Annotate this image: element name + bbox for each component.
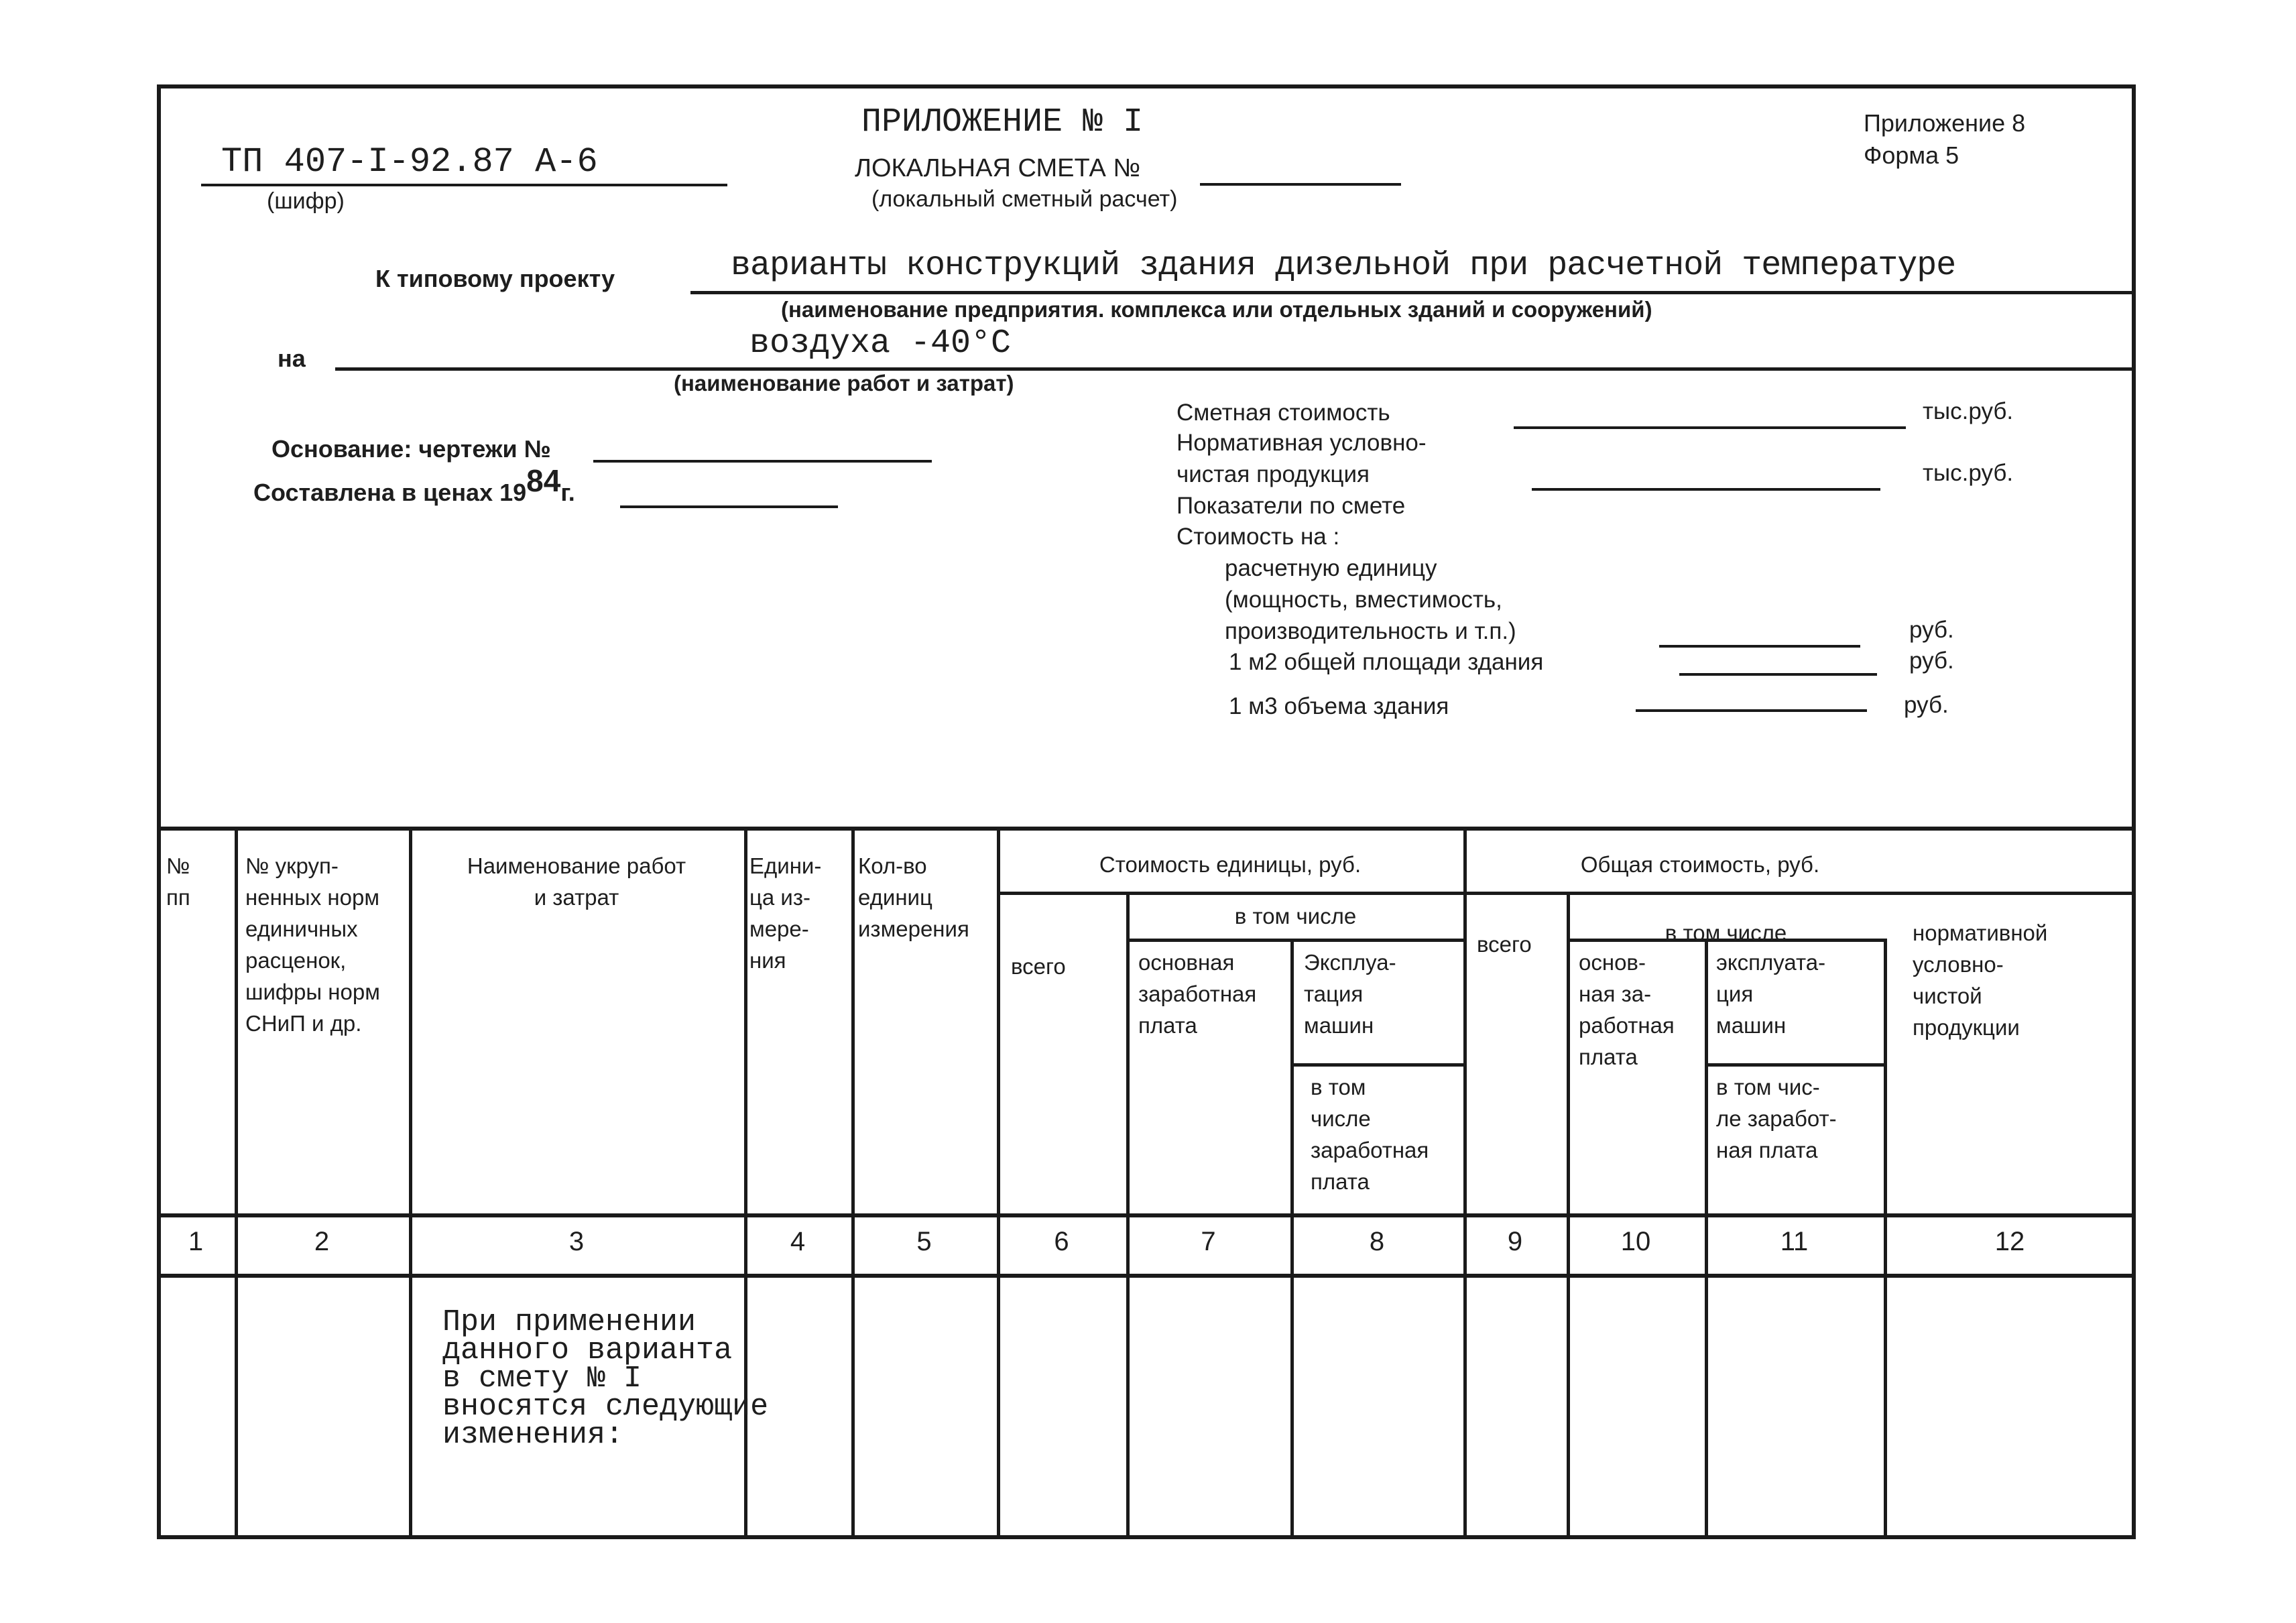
header-unit-incl: в том числе — [1234, 904, 1357, 928]
table-header-bottom-rule — [157, 1213, 2136, 1217]
normative-line — [1532, 488, 1880, 491]
col-number-11: 11 — [1780, 1227, 1809, 1256]
col-divider-2 — [409, 827, 412, 1539]
col-number-3: 3 — [568, 1227, 585, 1256]
cipher-underline — [201, 184, 727, 186]
volume-line — [1636, 709, 1867, 712]
col-number-5: 5 — [916, 1227, 932, 1256]
col-number-7: 7 — [1201, 1227, 1216, 1256]
col-divider-9 — [1567, 892, 1570, 1539]
col-divider-8 — [1463, 827, 1467, 1539]
col-number-2: 2 — [314, 1227, 330, 1256]
table-numbers-bottom-rule — [157, 1274, 2136, 1278]
header-work-name: Наименование работ и затрат — [467, 853, 686, 910]
prices-suffix: г. — [560, 479, 575, 506]
header-unit: Едини- ца из- мере- ния — [749, 853, 822, 973]
area-line — [1679, 673, 1877, 676]
header-unit-machine-op: Эксплуа- тация машин — [1304, 950, 1396, 1038]
header-unit-base-wage: основная заработная плата — [1138, 950, 1257, 1038]
header-normative-product: нормативной условно- чистой продукции — [1913, 920, 2048, 1040]
estimate-title: ЛОКАЛЬНАЯ СМЕТА № — [855, 154, 1141, 182]
table-top-rule — [157, 827, 2136, 831]
project-name-line2-rule — [335, 367, 2132, 371]
works-caption: (наименование работ и затрат) — [674, 371, 1014, 396]
project-name-line1-rule — [690, 291, 2132, 294]
header-total-incl-wage: в том чис- ле заработ- ная плата — [1716, 1075, 1837, 1162]
header-total-total: всего — [1477, 932, 1532, 957]
volume-label: 1 м3 объема здания — [1229, 693, 1449, 719]
unit-machine-sub-rule — [1290, 1063, 1463, 1067]
col-number-9: 9 — [1507, 1227, 1523, 1256]
header-norms: № укруп- ненных норм единичных расценок, шифры норм СНиП и др. — [245, 853, 380, 1036]
appendix-ref: Приложение 8 — [1864, 109, 2026, 137]
cipher-code: ТП 407-I-92.87 А-6 — [221, 142, 598, 182]
estimated-cost-line — [1514, 426, 1906, 429]
col-number-10: 10 — [1620, 1227, 1651, 1256]
on-label: на — [278, 345, 306, 372]
calc-unit-line — [1659, 645, 1860, 648]
normative-label-1: Нормативная условно- — [1176, 430, 1427, 456]
total-machine-sub-rule — [1705, 1063, 1884, 1067]
basis-label: Основание: чертежи № — [271, 435, 551, 463]
estimated-cost-label: Сметная стоимость — [1176, 400, 1390, 426]
estimated-cost-unit: тыс.руб. — [1923, 398, 2014, 424]
normative-unit: тыс.руб. — [1923, 460, 2014, 486]
area-unit: руб. — [1909, 648, 1954, 674]
header-total-incl: в том числе — [1665, 920, 1787, 945]
prices-year: 84 — [526, 463, 561, 498]
col-number-4: 4 — [790, 1227, 806, 1256]
header-unit-incl-wage: в том числе заработная плата — [1311, 1075, 1429, 1194]
col-number-8: 8 — [1369, 1227, 1385, 1256]
prices-line — [620, 505, 838, 508]
estimate-number-line — [1200, 183, 1401, 186]
prices-label — [253, 463, 575, 506]
normative-label-2: чистая продукция — [1176, 461, 1370, 487]
col-number-1: 1 — [188, 1227, 204, 1256]
prices-prefix: Составлена в ценах 19 — [253, 479, 527, 506]
cost-for-label: Стоимость на : — [1176, 524, 1340, 550]
col-divider-6 — [1126, 892, 1130, 1539]
col-divider-5 — [997, 827, 1000, 1539]
to-project-label: К типовому проекту — [375, 265, 615, 292]
col-divider-4 — [851, 827, 855, 1539]
body-note: При применении данного варианта в смету № I вносятся следующие изменения: — [442, 1305, 769, 1452]
header-total-base-wage: основ- ная за- работная плата — [1579, 950, 1675, 1069]
calc-unit-label-2: (мощность, вместимость, — [1225, 587, 1502, 613]
calc-unit-unit: руб. — [1909, 617, 1954, 643]
calc-unit-label-1: расчетную единицу — [1225, 555, 1437, 581]
header-unit-total: всего — [1011, 954, 1066, 979]
calc-unit-label-3: производительность и т.п.) — [1225, 618, 1516, 644]
col-number-6: 6 — [1054, 1227, 1069, 1256]
header-unit-cost: Стоимость единицы, руб. — [1099, 852, 1362, 877]
appendix-title: ПРИЛОЖЕНИЕ № I — [861, 103, 1144, 141]
col-number-12: 12 — [1994, 1227, 2025, 1256]
unit-incl-rule — [1126, 939, 1463, 942]
header-quantity: Кол-во единиц измерения — [858, 853, 969, 941]
header-total-machine-op: эксплуата- ция машин — [1716, 950, 1826, 1038]
cipher-caption: (шифр) — [267, 188, 345, 214]
col-divider-1 — [235, 827, 238, 1539]
header-total-cost: Общая стоимость, руб. — [1580, 852, 1820, 877]
form-ref: Форма 5 — [1864, 141, 1959, 169]
basis-drawings-line — [593, 460, 932, 463]
indicators-label: Показатели по смете — [1176, 493, 1406, 519]
total-cost-subhead-rule — [1463, 892, 2136, 895]
area-label: 1 м2 общей площади здания — [1229, 649, 1544, 675]
unit-cost-subhead-rule — [997, 892, 1463, 895]
project-name-line2: воздуха -40°С — [749, 324, 1012, 363]
volume-unit: руб. — [1904, 692, 1949, 718]
estimate-subtitle: (локальный сметный расчет) — [871, 186, 1178, 212]
project-caption: (наименование предприятия. комплекса или отдельных зданий и сооружений) — [781, 297, 1652, 322]
project-name-line1: варианты конструкций здания дизельной при расчетной температуре — [731, 247, 1956, 285]
header-row-number: № пп — [166, 853, 190, 910]
